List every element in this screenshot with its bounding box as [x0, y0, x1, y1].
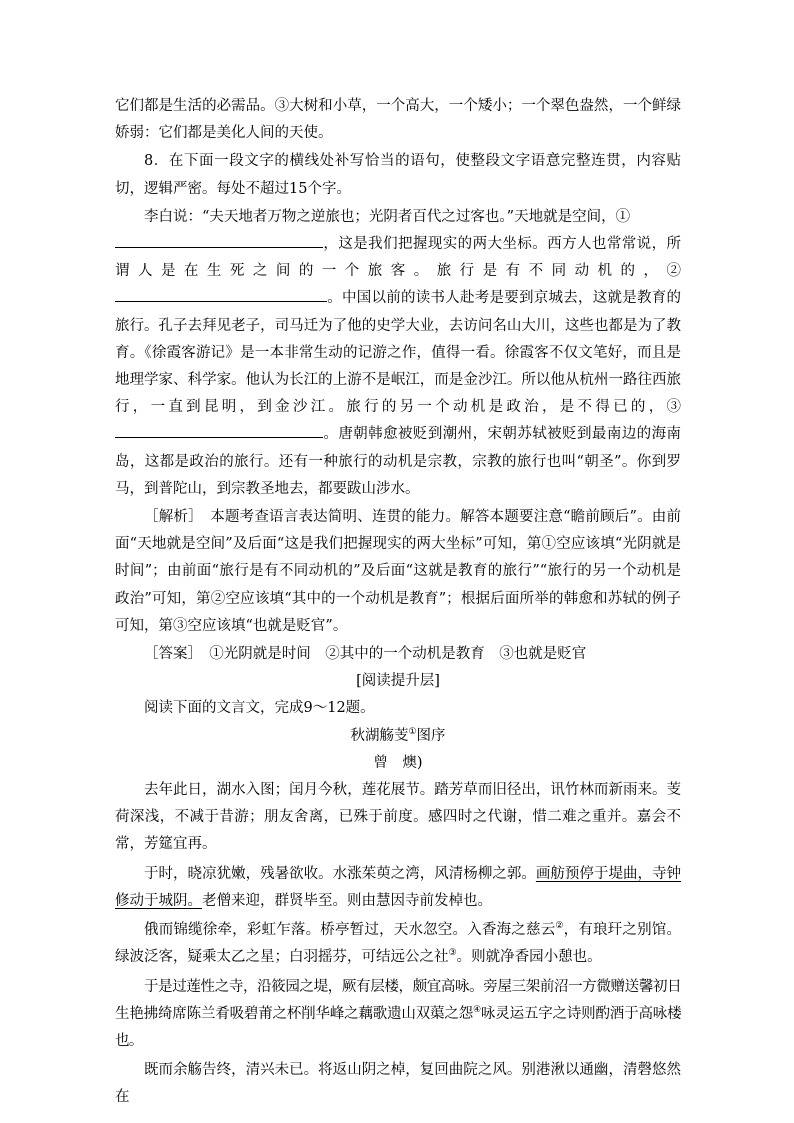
- footnote-marker-4: ④: [473, 1004, 481, 1015]
- essay-p3-text-a: 俄而锦缆徐牵，彩虹乍落。桥亭暂过，天水忽空。入香海之慈云: [144, 922, 556, 939]
- footnote-marker-1: ①: [408, 726, 417, 737]
- essay-paragraph-2: [115, 861, 681, 915]
- essay-title-part-a: 秋湖觞芰: [350, 727, 409, 744]
- essay-title: [115, 723, 681, 750]
- paragraph-top: 它们都是生活的必需品。③大树和小草，一个高大，一个矮小；一个翠色盎然，一个鲜绿娇弱：它们都是美化人间的天使。: [115, 98, 681, 142]
- essay-p2-text-a: 于时，晓凉犹嫩，残暑欲收。水涨茱萸之湾，风清杨柳之郭。: [144, 865, 536, 882]
- essay-title-part-b: 图序: [416, 727, 446, 744]
- analysis-block: ［解析］ 本题考查语言表达简明、连贯的能力。解答本题要注意“瞻前顾后”。由前面“天地就是空间”及后面“这是我们把握现实的两大坐标”可知，第①空应该填“光阴就是时间”；由前面“旅行是有不同动机的”及后面“这就是教育的旅行”“旅行的另一个动机是政治”可知，第②空应该填“其中的一个动机是教育”；根据后面所举的韩愈和苏轼的例子可知，第③空应该填“也就是贬官”。: [115, 509, 681, 634]
- footnote-marker-3: ③: [448, 948, 457, 959]
- footnote-marker-2: ②: [555, 921, 564, 932]
- answer-block: ［答案］ ①光阴就是时间 ②其中的一个动机是教育 ③也就是贬官: [144, 646, 587, 663]
- passage-part-3: 。中国以前的读书人赴考是要到京城去，这就是教育的旅行。孔子去拜见老子，司马迁为了他的史学大业，去访问名山大川，这些也都是为了教育。《徐霞客游记》是一本非常生动的记游之作，值得一看。徐霞客不仅文笔好，而且是地理学家、科学家。他认为长江的上游不是岷江，而是金沙江。所以他从杭州一路往西旅行，一直到昆明，到金沙江。旅行的另一个动机是政治，是不得已的，③: [115, 290, 681, 416]
- document-page: [115, 93, 681, 1112]
- passage-part-4: 。唐朝韩愈被贬到潮州，宋朝苏轼被贬到最南边的海南岛，这都是政治的旅行。还有一种旅行的动机是宗教，宗教的旅行也叫“朝圣”。你到罗马，到普陀山，到宗教圣地去，都要跋山涉水。: [115, 426, 681, 497]
- essay-paragraph-4: [115, 974, 681, 1056]
- fill-blank-1[interactable]: [115, 233, 323, 248]
- essay-p3-text-b: ，有琅玕之别馆。绿波泛客，疑乘太乙之星；白羽摇芬，可结远公之社: [115, 922, 682, 966]
- passage-part-1: 李白说：“夫天地者万物之逆旅也；光阴者百代之过客也。”天地就是空间，①: [144, 208, 631, 225]
- fill-blank-2[interactable]: [115, 287, 327, 302]
- essay-paragraph-3: [115, 917, 681, 971]
- essay-p4-text-b: 咏灵运五字之诗则酌酒于高咏楼也。: [115, 1005, 681, 1049]
- essay-p2-text-b: 老僧来迎，群贤毕至。则由慧因寺前发棹也。: [202, 892, 492, 909]
- section-title: [阅读提升层]: [356, 673, 440, 690]
- essay-p4-text-a: 于是过莲性之寺，沿筱园之堤，厥有层楼，颇宜高咏。旁屋三架前沼一方微赠送馨初日生艳拂绮席陈兰肴吸碧莆之杯削华峰之藕歌遗山双蕖之怨: [115, 978, 681, 1022]
- essay-p3-text-c: 。则就净香园小憩也。: [456, 949, 602, 966]
- essay-paragraph-1: 去年此日，湖水入图；闰月今秋，莲花展节。踏芳草而旧径出，讯竹林而新雨来。芰荷深浅，不减于昔游；朋友舍离，已殊于前度。感四时之代谢，惜二难之重并。嘉会不常，芳筵宜再。: [115, 782, 681, 853]
- passage-part-2: ，这是我们把握现实的两大坐标。西方人也常常说，所谓人是在生死之间的一个旅客。旅行是有不同动机的，②: [115, 236, 681, 280]
- fill-blank-3[interactable]: [115, 423, 323, 438]
- reading-instruction: 阅读下面的文言文，完成9～12题。: [144, 700, 375, 717]
- question-8: 8．在下面一段文字的横线处补写恰当的语句，使整段文字语意完整连贯，内容贴切，逻辑严密。每处不超过15个字。: [115, 153, 681, 197]
- essay-paragraph-5: 既而余觞告终，清兴未已。将返山阴之棹，复回曲院之风。别港湫以通幽，清磬悠然在: [115, 1062, 681, 1106]
- question-8-passage: [115, 204, 681, 503]
- essay-author: 曾 燠): [373, 754, 423, 771]
- underlined-sentence: 画舫预停于堤曲，寺钟修动于城阴。: [115, 865, 681, 909]
